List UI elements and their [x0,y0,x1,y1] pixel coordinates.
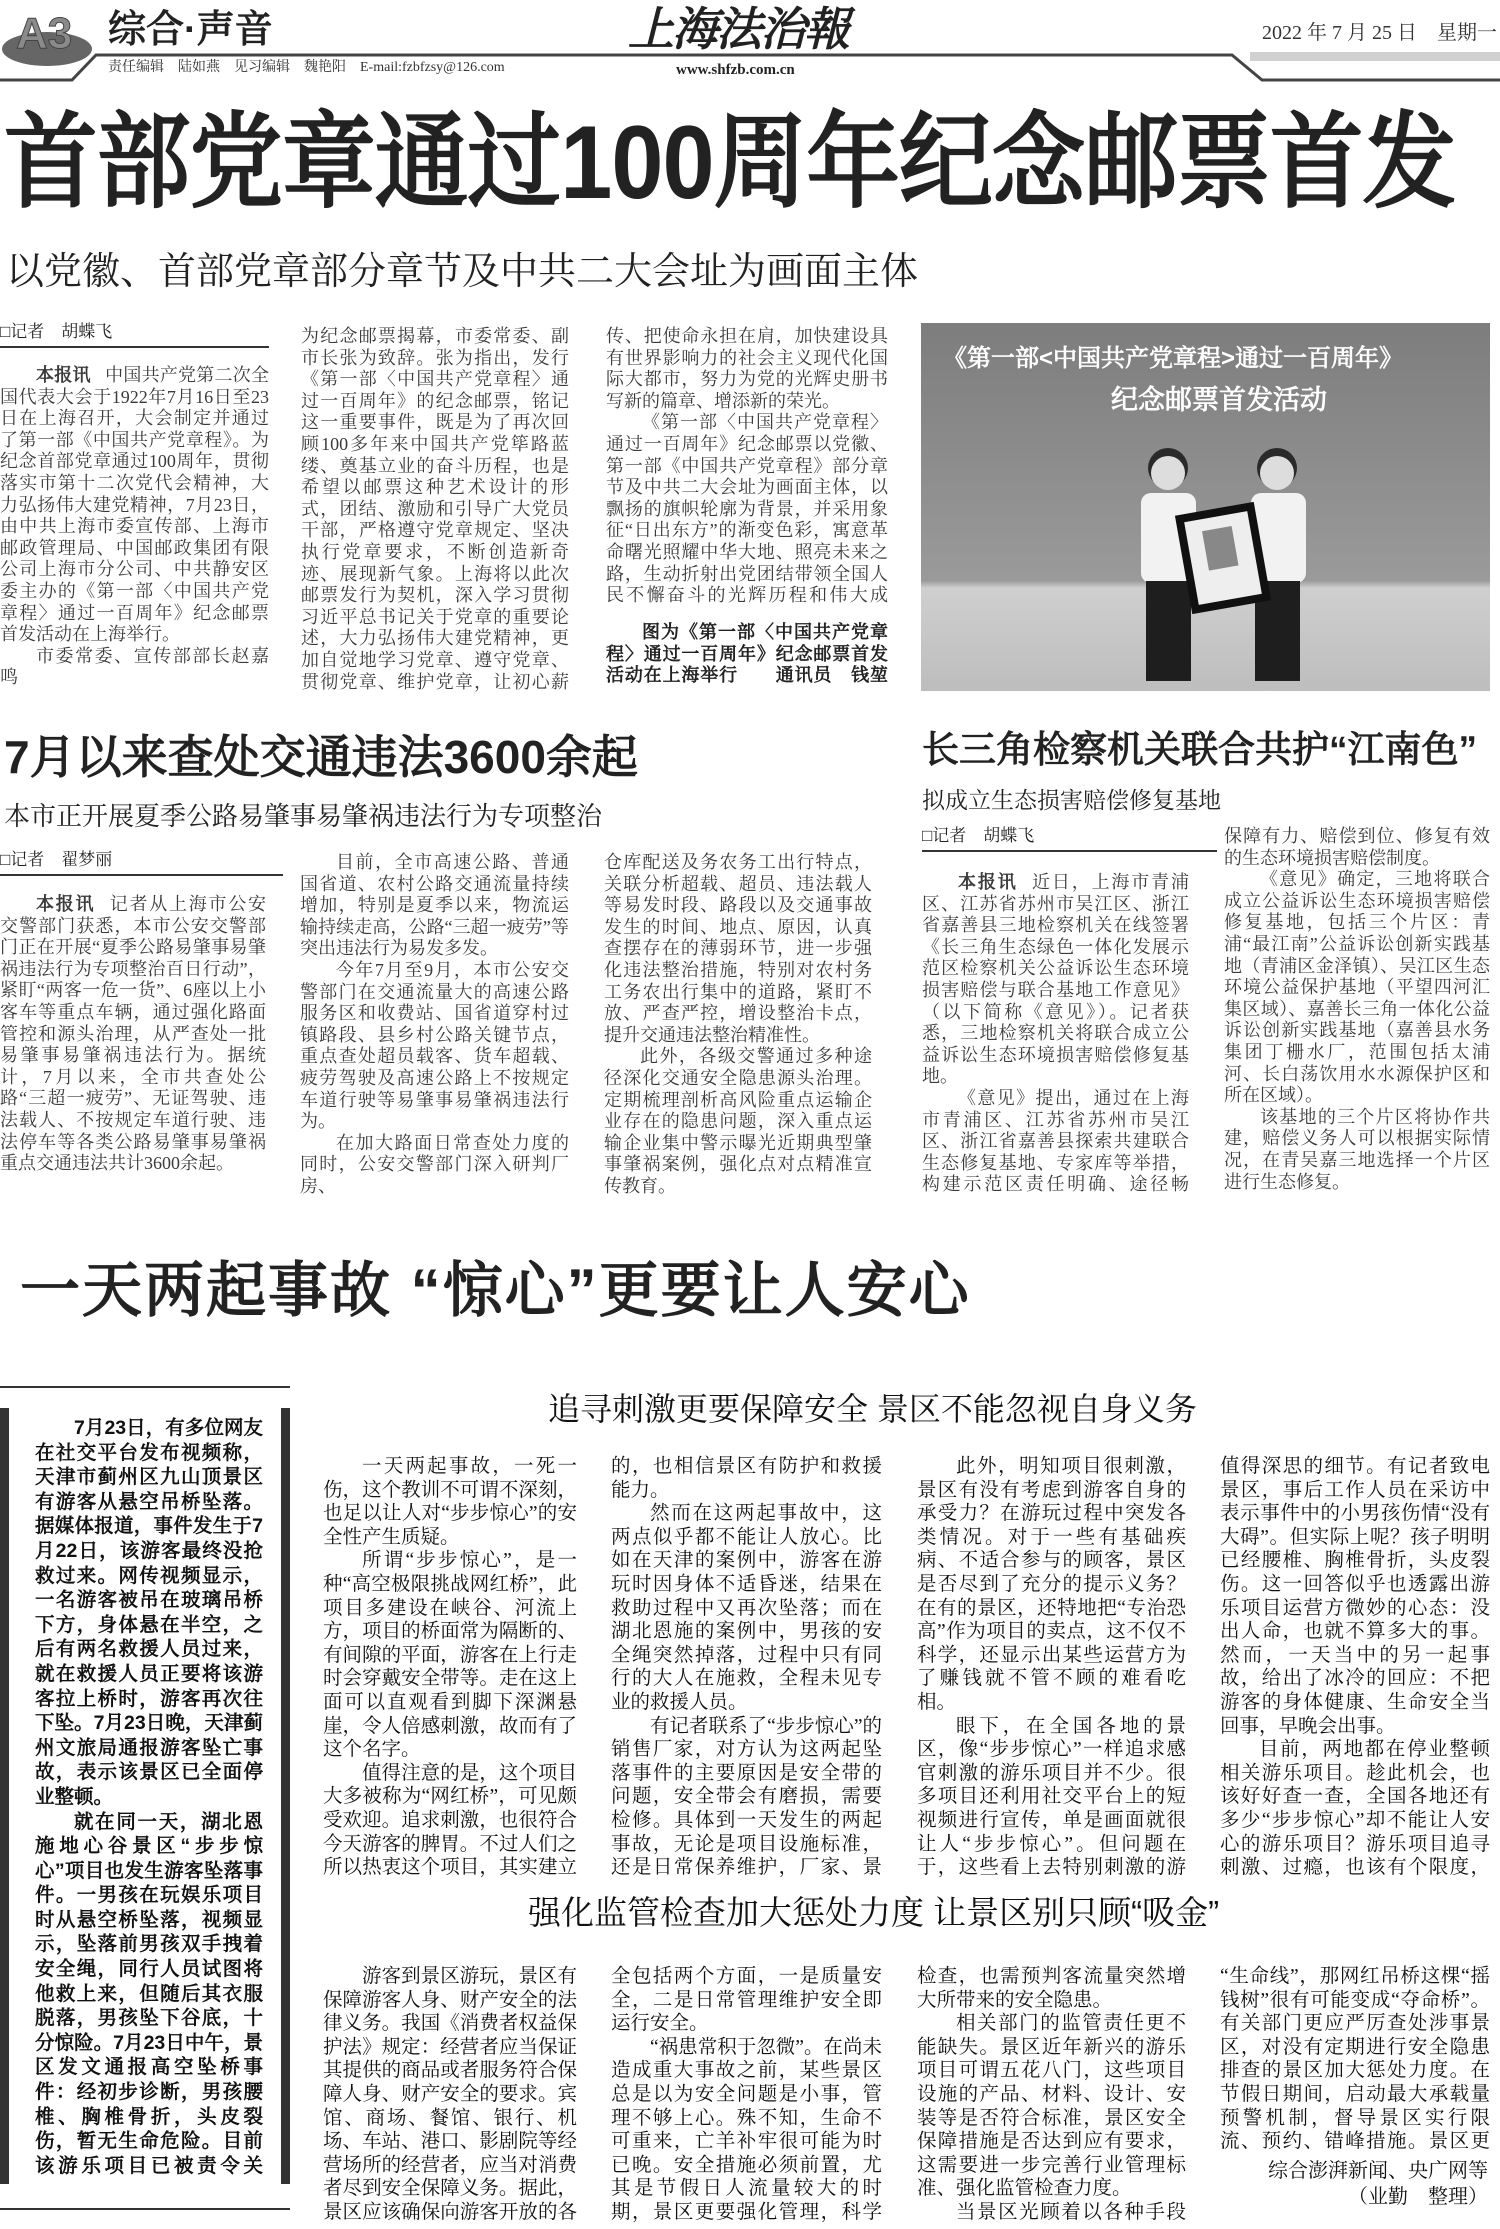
paragraph [301,326,569,693]
paragraph-text: 《意见》提出，通过在上海市青浦区、江苏省苏州市吴江区、浙江省嘉善县探索共建联合生态修复基地、专家库等举措，构建示范区责任明确、途径畅 [922,1087,1189,1195]
headline: 一天两起事故 “惊心”更要让人安心 [20,1257,971,1324]
paragraph-text: 《意见》确定，三地将联合成立公益诉讼生态环境损害赔偿修复基地，包括三个片区：青浦“最江南”公益诉讼创新实践基地（青浦区金泽镇）、吴江区生态环境公益保护基地（平望四河汇集区域）、嘉善长三角一体化公益诉讼创新实践基地（嘉善县水务集团丁栅水厂，范围包括太浦河、长白荡饮用水水源保护区和所在区域）。 [1224,869,1490,1106]
article-column [922,872,1189,1196]
people-holding-stamp-frame [921,323,1490,691]
paragraph-text: 就在同一天，湖北恩施地心谷景区“步步惊心”项目也发生游客坠落事件。一男孩在玩娱乐项目时从悬空桥坠落，视频显示，坠落前男孩双手拽着安全绳，同行人员试图将他救上来，但随后其衣服脱落，男孩坠下谷底，十分惊险。7月23日中午，景区发文通报高空坠桥事件：经初步诊断，男孩腰椎、胸椎骨折，头皮裂伤，暂无生命危险。目前该游乐项目已被责令关 [35,1810,263,2177]
photo-banner-text: 《第一部<中国共产党章程>通过一百周年》 [943,345,1404,372]
photo-caption [606,622,888,687]
newspaper-logo: 上海法治報 [628,2,848,56]
headline: 长三角检察机关联合共护“江南色” [922,729,1477,770]
paragraph-text: 的，也相信景区有防护和救援能力。 [611,1456,882,1501]
paragraph-text: 眼下，在全国各地的景区，像“步步惊心”一样追求感官刺激的游乐项目并不少。很多项目还利用社交平台上的短视频进行宣传，单是画面就很让人“步步惊心”。但问题在于，这些看上去特别刺激的游 [917,1715,1186,1879]
paragraph [917,1965,1186,2012]
dateline-lead: 本报讯 [36,894,96,914]
paragraph [611,1715,882,1880]
paragraph-text: “祸患常积于忽微”。在尚未造成重大事故之前，某些景区总是以为安全问题是小事，管理不够上心。殊不知，生命不可重来，亡羊补牢很可能为时已晚。安全措施必须前置，尤其是节假日人流量较大的时期，景区更要强化管理，科学 [611,2036,882,2223]
source-credit: 综合澎湃新闻、央广网等 [1268,2160,1488,2182]
commentary-column [1220,1965,1490,2154]
paragraph [917,1715,1186,1880]
byline: □记者 翟梦丽 [0,850,283,876]
masthead-rule [0,50,1500,90]
summary-text [35,1416,263,2178]
paragraph-text: 为纪念邮票揭幕，市委常委、副市长张为致辞。张为指出，发行《第一部〈中国共产党章程〉通过一百周年》的纪念邮票，铭记这一重要事件，既是为了再次回顾100多年来中国共产党筚路蓝缕、奠基立业的奋斗历程，也是希望以邮票这种艺术设计的形式，团结、激励和引导广大党员干部，严格遵守党章规定、坚决执行党章要求，不断创造新奇迹、展现新气象。上海将以此次邮票发行为契机，深入学习贯彻习近平总书记关于党章的重要论述，大力弘扬伟大建党精神，更加自觉地学习党章、遵守党章、贯彻党章、维护党章，让初心薪 [301,326,569,692]
summary-box [0,1408,290,2184]
photo-banner-text: 纪念邮票首发活动 [1111,385,1327,415]
paragraph-text: 记者从上海市公安交警部门获悉，本市公安交警部门正在开展“夏季公路易肇事易肇祸违法行为专项整治百日行动”，紧盯“两客一危一货”、6座以上小客车等重点车辆，通过强化路面管控和源头治理，从严查处一批易肇事易肇祸违法行为。据统计，7月以来，全市共查处公路“三超一疲劳”、无证驾驶、违法载人、不按规定车道行驶、违法停车等各类公路易肇事易肇祸重点交通违法共计3600余起。 [0,894,266,1174]
paragraph [917,2012,1186,2201]
paragraph-text: 一天两起事故，一死一伤，这个教训不可谓不深刻，也足以让人对“步步惊心”的安全性产生质疑。 [323,1456,577,1548]
issue-date: 2022 年 7 月 25 日 星期一 [1262,22,1497,44]
paragraph [0,365,269,646]
headline: 7月以来查处交通违法3600余起 [4,731,638,783]
commentary-column [611,1965,882,2225]
paragraph-text: 检查，也需预判客流量突然增大所带来的安全隐患。 [917,1966,1186,2011]
section-title: 综合·声音 [108,9,273,51]
paragraph-text: 目前，全市高速公路、普通国省道、农村公路交通流量持续增加，特别是夏季以来，物流运输持续走高，公路“三超一疲劳”等突出违法行为易发多发。 [300,852,569,959]
paragraph [611,1502,882,1714]
commentary-column [917,1965,1186,2225]
website-url[interactable]: www.shfzb.com.cn [676,62,795,78]
article-column [301,326,569,693]
paragraph [606,622,888,687]
editor-credit: （业勤 整理） [1348,2186,1488,2208]
paragraph-text: 游客到景区游玩，景区有保障游客人身、财产安全的法律义务。我国《消费者权益保护法》规定：经营者应当保证其提供的商品或者服务符合保障人身、财产安全的要求。宾馆、商场、餐馆、银行、机场、车站、港口、影剧院等经营场所的经营者，应当对消费者尽到安全保障义务。据此，景区应该确保向游客开放的各 [323,1966,577,2223]
paragraph [611,2036,882,2225]
subtitle: 拟成立生态损害赔偿修复基地 [922,787,1221,813]
paragraph [323,1455,577,1549]
paragraph-text: 此外，各级交警通过多种途径深化交通安全隐患源头治理。定期梳理剖析高风险重点运输企业存在的隐患问题，深入重点运输企业集中警示曝光近期典型肇事肇祸案例，强化点对点精准宣传教育。 [604,1046,872,1196]
divider [0,2208,290,2210]
paragraph-text: 相关部门的监管责任更不能缺失。景区近年新兴的游乐项目可谓五花八门，这些项目设施的产品、材料、设计、安装等是否符合标准，景区安全保障措施是否达到应有要求，这需要进一步完善行业管理标准、强化监管检查力度。 [917,2013,1186,2200]
paragraph [917,2201,1186,2225]
paragraph [611,1455,882,1502]
paragraph [922,1088,1189,1196]
article-column [0,365,269,689]
article-column [1224,826,1490,1193]
paragraph [35,1416,263,1810]
paragraph-text: 市委常委、宣传部部长赵嘉鸣 [0,645,269,688]
editors-line: 责任编辑 陆如燕 见习编辑 魏艳阳 E-mail:fzbfzsy@126.com [108,60,505,75]
paragraph [300,1133,569,1197]
commentary-column [323,1965,577,2225]
dateline-lead: 本报讯 [958,872,1018,892]
section-subhead: 追寻刺激更要保障安全 景区不能忽视自身义务 [548,1391,1197,1427]
paragraph [1220,1965,1490,2154]
headline: 首部党章通过100周年纪念邮票首发 [4,105,1456,221]
divider [0,1386,290,1388]
paragraph-text: 在加大路面日常查处力度的同时，公安交警部门深入研判厂房、 [300,1132,569,1196]
page-badge: A3 [2,10,92,66]
dateline-lead: 本报讯 [36,365,91,385]
paragraph [1224,1107,1490,1193]
paragraph-text: 该基地的三个片区将协作共建，赔偿义务人可以根据实际情况，在青吴嘉三地选择一个片区进行生态修复。 [1224,1106,1490,1192]
paragraph [0,894,266,1175]
paragraph [323,1762,577,1880]
paragraph-text: 值得深思的细节。有记者致电景区，事后工作人员在采访中表示事件中的小男孩伤情“没有大碍”。但实际上呢？孩子明明已经腰椎、胸椎骨折，头皮裂伤。这一回答似乎也透露出游乐项目运营方微妙的心态：没出人命，也就不算多大的事。然而，一天当中的另一起事故，给出了冰冷的回应：不把游客的身体健康、生命安全当回事，早晚会出事。 [1220,1456,1490,1737]
paragraph [606,326,888,412]
commentary-column [323,1455,577,1880]
byline: □记者 胡蝶飞 [922,826,1217,852]
paragraph [300,852,569,960]
paragraph [922,872,1189,1088]
paragraph-text: 保障有力、赔偿到位、修复有效的生态环境损害赔偿制度。 [1224,826,1490,868]
commentary-column [611,1455,882,1880]
paragraph [1220,1738,1490,1880]
paragraph-text: 此外，明知项目很刺激，景区有没有考虑到游客自身的承受力？在游玩过程中突发各类情况。对于一些有基础疾病、不适合参与的顾客，景区是否尽到了充分的提示义务？在有的景区，还特地把“专治恐高”作为项目的卖点，这不仅不科学，还显示出某些运营方为了赚钱就不管不顾的难看吃相。 [917,1456,1186,1713]
paragraph-text: “生命线”，那网红吊桥这棵“摇钱树”很有可能变成“夺命桥”。有关部门更应严厉查处涉事景区，对没有定期进行安全隐患排查的景区加大惩处力度。在节假日期间，启动最大承载量预警机制，督导景区实行限流、预约、错峰措施。景区更 [1220,1966,1490,2153]
paragraph [1224,826,1490,869]
subtitle: 本市正开展夏季公路易肇事易肇祸违法行为专项整治 [4,801,603,831]
paragraph [604,852,872,1046]
subtitle: 以党徽、首部党章部分章节及中共二大会址为画面主体 [6,251,919,293]
article-column [300,852,569,1197]
paragraph [323,1965,577,2225]
paragraph [606,412,888,606]
paragraph-text: 仓库配送及务农务工出行特点，关联分析超载、超员、违法载人等易发时段、路段以及交通事故发生的时间、地点、原因，认真查摆存在的薄弱环节，进一步强化违法整治措施，特别对农村务工务农出行集中的道路，紧盯不放、严查严控，增设整治卡点，提升交通违法整治精准性。 [604,852,872,1045]
paragraph [611,1965,882,2036]
paragraph-text: 当景区光顾着以各种手段 [956,2201,1186,2223]
paragraph-text: 传、把使命永担在肩，加快建设具有世界影响力的社会主义现代化国际大都市，努力为党的光辉史册书写新的篇章、增添新的荣光。 [606,326,888,411]
commentary-column [1220,1455,1490,1880]
paragraph-text: 值得注意的是，这个项目大多被称为“网红桥”，可见颇受欢迎。追求刺激，也很符合今天游客的脾胃。不过人们之所以热衷这个项目，其实建立 [323,1762,577,1879]
paragraph-text: 中国共产党第二次全国代表大会于1922年7月16日至23日在上海召开，大会制定并通过了第一部《中国共产党章程》。为纪念首部党章通过100周年，贯彻落实市第十二次党代会精神，大力弘扬伟大建党精神，7月23日，由中共上海市委宣传部、上海市邮政管理局、中国邮政集团有限公司上海市分公司、中共静安区委主办的《第一部〈中国共产党章程〉通过一百周年》纪念邮票首发活动在上海举行。 [0,365,269,645]
paragraph [604,1046,872,1197]
commentary-column [917,1455,1186,1880]
paragraph [1220,1455,1490,1738]
byline: □记者 胡蝶飞 [0,322,269,348]
paragraph-text: 所谓“步步惊心”，是一种“高空极限挑战网红桥”，此项目多建设在峡谷、河流上方，项目的桥面常为隔断的、有间隙的平面，游客在上行走时会穿戴安全带等。走在这上面可以直观看到脚下深渊悬崖，令人倍感刺激，故而有了这个名字。 [323,1550,577,1761]
paragraph [300,960,569,1133]
paragraph-text: 全包括两个方面，一是质量安全，二是日常管理维护安全即运行安全。 [611,1966,882,2035]
article-column [0,894,266,1196]
paragraph-text: 近日，上海市青浦区、江苏省苏州市吴江区、浙江省嘉善县三地检察机关在线签署《长三角生态绿色一体化发展示范区检察机关公益诉讼生态环境损害赔偿与联合基地工作意见》（以下简称《意见》）。记者获悉，三地检察机关将联合成立公益诉讼生态环境损害赔偿修复基地。 [922,872,1189,1087]
paragraph-text: 今年7月至9月，本市公安交警部门在交通流量大的高速公路服务区和收费站、国省道穿村过镇路段、县乡村公路关键节点，重点查处超员载客、货车超载、疲劳驾驶及高速公路上不按规定车道行驶等易肇事易肇祸违法行为。 [300,959,569,1132]
paragraph [1224,869,1490,1107]
article-column [604,852,872,1197]
event-photo [921,323,1490,691]
paragraph [0,646,269,689]
paragraph [917,1455,1186,1715]
paragraph-text: 然而在这两起事故中，这两点似乎都不能让人放心。比如在天津的案例中，游客在游玩时因身体不适昏迷，结果在救助过程中又再次坠落；而在湖北恩施的案例中，男孩的安全绳突然掉落，过程中只有同行的大人在施救，全程未见专业的救援人员。 [611,1503,882,1713]
paragraph [323,1549,577,1761]
paragraph [35,1810,263,2179]
paragraph-text: 有记者联系了“步步惊心”的销售厂家，对方认为这两起坠落事件的主要原因是安全带的问题，安全带会有磨损，需要检修。具体到一天发生的两起事故，无论是项目设施标准，还是日常保养维护，厂家、景 [611,1715,882,1879]
paragraph-text: 图为《第一部〈中国共产党章程〉通过一百周年》纪念邮票首发活动在上海举行 通讯员 钱堃 [606,622,888,686]
paragraph-text: 目前，两地都在停业整顿相关游乐项目。趁此机会，也该好好查一查，全国各地还有多少“步步惊心”却不能让人安心的游乐项目？游乐项目追寻刺激、过瘾，也该有个限度， [1220,1739,1490,1879]
paragraph-text: 《第一部〈中国共产党章程〉通过一百周年》纪念邮票以党徽、第一部《中国共产党章程》部分章节及中共二大会址为画面主体，以飘扬的旗帜轮廓为背景，并采用象征“日出东方”的渐变色彩，寓意革命曙光照耀中华大地、照亮未来之路，生动折射出党团结带领全国人民不懈奋斗的光辉历程和伟大成 [606,412,888,606]
article-column [606,326,888,606]
paragraph-text: 7月23日，有多位网友在社交平台发布视频称，天津市蓟州区九山顶景区有游客从悬空吊桥坠落。据媒体报道，事件发生于7月22日，该游客最终没抢救过来。网传视频显示，一名游客被吊在玻璃吊桥下方，身体悬在半空，之后有两名救援人员过来，就在救援人员正要将该游客拉上桥时，游客再次往下坠。7月23日晚，天津蓟州文旅局通报游客坠亡事故，表示该景区已全面停业整顿。 [35,1417,263,1808]
section-subhead: 强化监管检查加大惩处力度 让景区别只顾“吸金” [528,1894,1220,1931]
